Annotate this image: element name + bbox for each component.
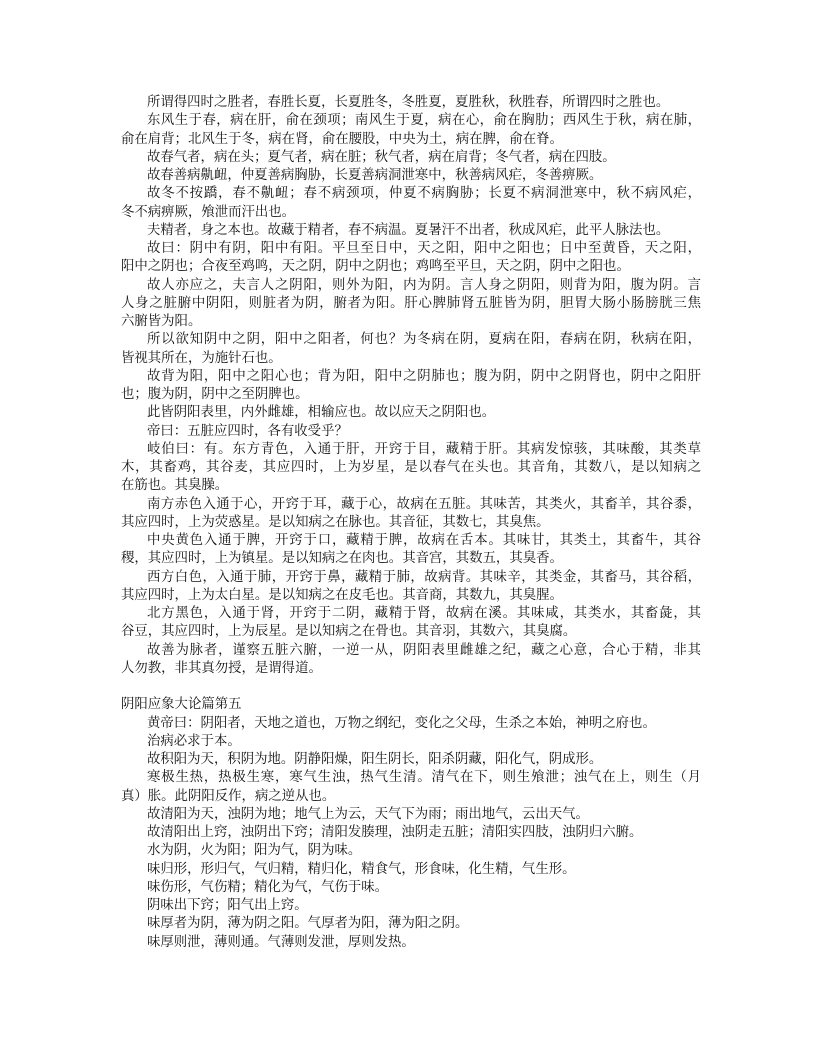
- text-line: 六腑皆为阳。: [121, 314, 202, 329]
- paragraph: [121, 331, 701, 368]
- paragraph: [121, 222, 701, 240]
- paragraph: [121, 167, 701, 185]
- text-line: 皆视其所在，为施针石也。: [121, 350, 282, 366]
- paragraph: [121, 496, 701, 533]
- text-line: 味伤形，气伤精；精化为气，气伤于味。: [147, 879, 389, 895]
- text-line: 此皆阴阳表里，内外雌雄，相输应也。故以应天之阴阳也。: [147, 405, 496, 421]
- text-line: 其应四时，上为太白星。是以知病之在皮毛也。其音商，其数九，其臭腥。: [121, 587, 563, 603]
- text-line: 所谓得四时之胜者，春胜长夏，长夏胜冬，冬胜夏，夏胜秋，秋胜春，所谓四时之胜也。: [147, 95, 670, 110]
- paragraph: [121, 733, 701, 751]
- text-line: 故善为脉者，谨察五脏六腑，一逆一从，阴阳表里雌雄之纪，藏之心意，合心于精，非其: [147, 642, 701, 658]
- text-line: 俞在肩背；北风生于冬，病在肾，俞在腰股，中央为土，病在脾，俞在脊。: [121, 131, 563, 147]
- paragraph: [121, 185, 701, 222]
- paragraph: [121, 715, 701, 733]
- paragraph: [121, 149, 701, 167]
- text-line: 故曰：阴中有阴，阳中有阳。平旦至日中，天之阳，阳中之阳也；日中至黄昏，天之阳，: [147, 241, 701, 256]
- text-line: 谷豆，其应四时，上为辰星。是以知病之在骨也。其音羽，其数六，其臭腐。: [121, 624, 577, 640]
- paragraph: [121, 112, 701, 149]
- document-body: [121, 94, 701, 952]
- text-line: 故春善病鼽衄，仲夏善病胸胁，长夏善病洞泄寒中，秋善病风疟，冬善痹厥。: [147, 168, 603, 183]
- text-line: 在筋也。其臭臊。: [121, 478, 229, 494]
- text-line: 人勿教，非其真勿授，是谓得道。: [121, 660, 322, 676]
- paragraph: [121, 404, 701, 422]
- paragraph: [121, 441, 701, 496]
- paragraph: [121, 879, 701, 897]
- paragraph: [121, 842, 701, 860]
- text-line: 木，其畜鸡，其谷麦，其应四时，上为岁星，是以春气在头也。其音角，其数八，是以知病之: [121, 460, 701, 475]
- text-line: 味归形，形归气，气归精，精归化，精食气，形食味，化生精，气生形。: [147, 861, 576, 877]
- text-line: 故清阳为天，浊阴为地；地气上为云，天气下为雨；雨出地气，云出天气。: [147, 806, 589, 822]
- text-line: 北方黑色，入通于肾，开窍于二阴，藏精于肾，故病在溪。其味咸，其类水，其畜彘，其: [147, 606, 701, 621]
- text-line: 稷，其应四时，上为镇星。是以知病之在肉也。其音宫，其数五，其臭香。: [121, 551, 563, 567]
- text-line: 东风生于春，病在肝，俞在颈项；南风生于夏，病在心，俞在胸肋；西风生于秋，病在肺，: [147, 113, 701, 129]
- text-line: 阴味出下窍；阳气出上窍。: [147, 898, 308, 913]
- text-line: 故人亦应之，夫言人之阴阳，则外为阳，内为阴。言人身之阴阳，则背为阳，腹为阴。言: [147, 277, 701, 293]
- text-line: 岐伯曰：有。东方青色，入通于肝，开窍于目，藏精于肝。其病发惊骇，其味酸，其类草: [147, 441, 701, 457]
- blank-line: [121, 678, 701, 696]
- text-line: 西方白色，入通于肺，开窍于鼻，藏精于肺，故病背。其味辛，其类金，其畜马，其谷稻，: [147, 569, 701, 585]
- paragraph: [121, 605, 701, 642]
- text-line: 夫精者，身之本也。故藏于精者，春不病温。夏暑汗不出者，秋成风疟，此平人脉法也。: [147, 222, 670, 238]
- text-line: 故清阳出上窍，浊阴出下窍；清阳发腠理，浊阴走五脏；清阳实四肢，浊阴归六腑。: [147, 825, 643, 840]
- text-line: 故积阳为天，积阴为地。阴静阳燥，阳生阴长，阳杀阴藏，阳化气，阴成形。: [147, 752, 603, 767]
- text-line: 帝曰：五脏应四时，各有收受乎？: [147, 423, 348, 439]
- paragraph: [121, 769, 701, 806]
- paragraph: [121, 423, 701, 441]
- text-line: 所以欲知阴中之阴，阳中之阳者，何也？为冬病在阴，夏病在阳，春病在阴，秋病在阳，: [147, 332, 701, 348]
- paragraph: [121, 569, 701, 606]
- paragraph: [121, 806, 701, 824]
- text-line: 故背为阳，阳中之阳心也；背为阳，阳中之阴肺也；腹为阴，阴中之阴肾也，阴中之阳肝: [147, 368, 701, 384]
- paragraph: [121, 368, 701, 405]
- text-line: 真）胀。此阴阳反作，病之逆从也。: [121, 788, 336, 804]
- text-line: 冬不病痹厥，飧泄而汗出也。: [121, 204, 296, 220]
- heading-text: 阴阳应象大论篇第五: [121, 697, 242, 713]
- text-line: 故春气者，病在头；夏气者，病在脏；秋气者，病在肩背；冬气者，病在四肢。: [147, 149, 616, 165]
- text-line: 南方赤色入通于心，开窍于耳，藏于心，故病在五脏。其味苦，其类火，其畜羊，其谷黍，: [147, 496, 701, 512]
- text-line: 味厚则泄，薄则通。气薄则发泄，厚则发热。: [147, 934, 415, 950]
- paragraph: [121, 240, 701, 277]
- paragraph: [121, 94, 701, 112]
- paragraph: [121, 824, 701, 842]
- paragraph: [121, 915, 701, 933]
- paragraph: [121, 642, 701, 679]
- text-line: 中央黄色入通于脾，开窍于口，藏精于脾，故病在舌本。其味甘，其类土，其畜牛，其谷: [147, 533, 701, 548]
- paragraph: [121, 897, 701, 915]
- paragraph: [121, 861, 701, 879]
- paragraph: [121, 934, 701, 952]
- text-line: 味厚者为阴，薄为阴之阳。气厚者为阳，薄为阳之阴。: [147, 916, 469, 932]
- text-line: 其应四时，上为荧惑星。是以知病之在脉也。其音征，其数七，其臭焦。: [121, 514, 550, 530]
- text-line: 寒极生热，热极生寒，寒气生浊，热气生清。清气在下，则生飧泄；浊气在上，则生（月: [147, 770, 701, 786]
- paragraph: [121, 277, 701, 332]
- text-line: 水为阴，火为阳；阳为气，阴为味。: [147, 843, 362, 859]
- section-heading: [121, 696, 701, 714]
- text-line: 治病必求于本。: [147, 733, 241, 749]
- text-line: 人身之脏腑中阴阳，则脏者为阴，腑者为阳。肝心脾肺肾五脏皆为阴，胆胃大肠小肠膀胱三焦: [121, 295, 701, 311]
- text-line: 黄帝曰：阴阳者，天地之道也，万物之纲纪，变化之父母，生杀之本始，神明之府也。: [147, 715, 656, 731]
- text-line: 也；腹为阴，阴中之至阴脾也。: [121, 387, 309, 402]
- text-line: 阳中之阴也；合夜至鸡鸣，天之阴，阴中之阴也；鸡鸣至平旦，天之阴，阴中之阳也。: [121, 259, 630, 275]
- paragraph: [121, 532, 701, 569]
- paragraph: [121, 751, 701, 769]
- text-line: [121, 678, 701, 696]
- text-line: 故冬不按蹻，春不鼽衄；春不病颈项，仲夏不病胸胁；长夏不病洞泄寒中，秋不病风疟，: [147, 186, 701, 202]
